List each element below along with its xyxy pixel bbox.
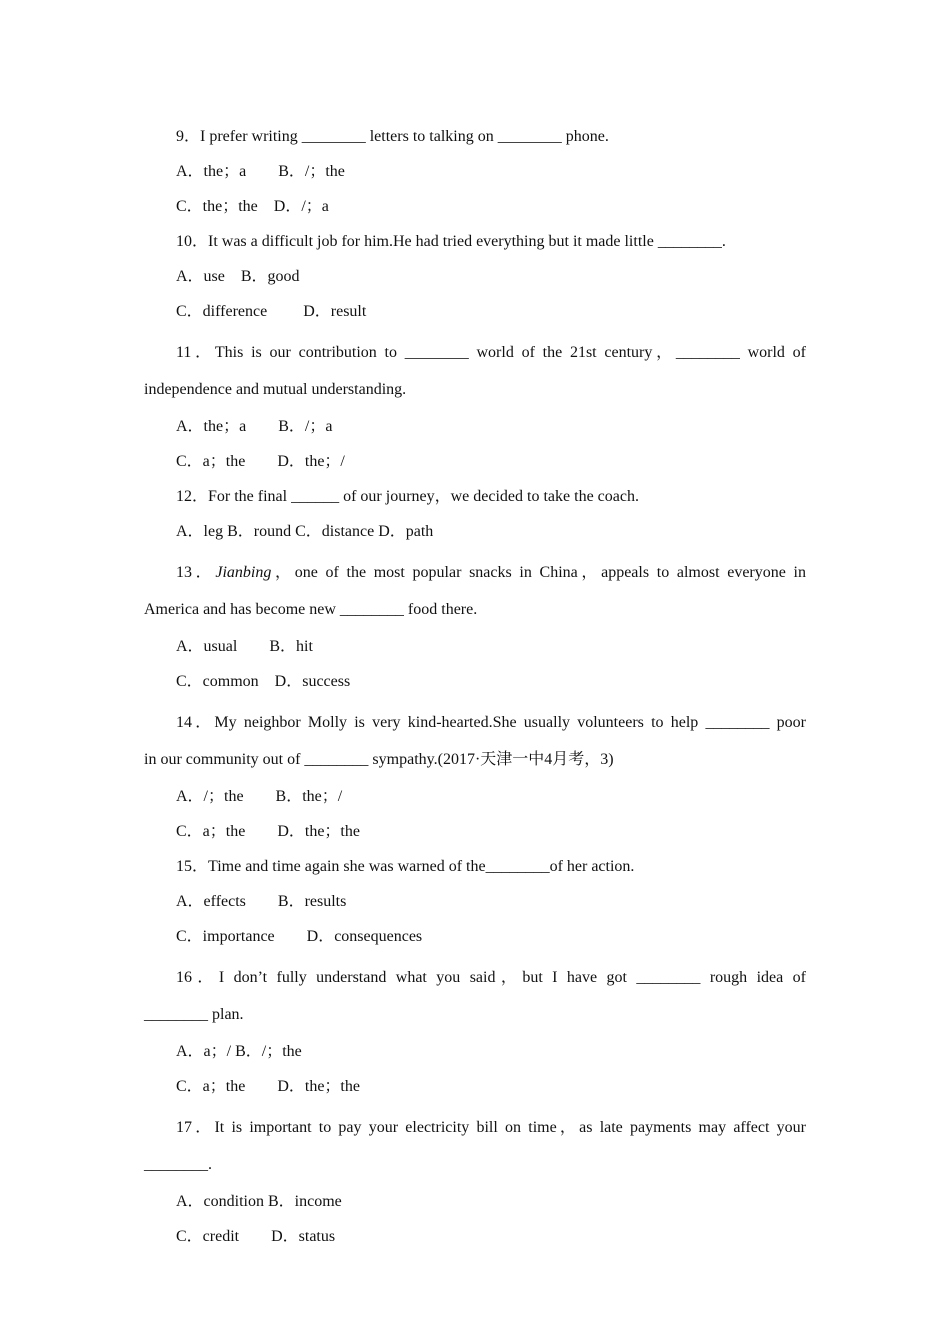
answer-options: A．effects B．results: [176, 893, 347, 910]
answer-options: C．common D．success: [176, 673, 351, 690]
answer-options: A．the；a B．/；a: [176, 418, 333, 435]
question-stem: [144, 959, 806, 1033]
question-stem: [144, 334, 806, 408]
question-stem: 12．For the final ______ of our journey，we decided to take the coach.: [176, 488, 639, 505]
question-stem-text: ，one of the most popular snacks in China，appeals to almost everyone in: [271, 564, 806, 581]
answer-options: A．the；a B．/；the: [176, 163, 345, 180]
question-stem: 10．It was a difficult job for him.He had tried everything but it made little ________.: [176, 233, 726, 250]
question-stem-line: [144, 554, 806, 591]
answer-options: A．condition B．income: [176, 1193, 342, 1210]
question-stem-line: 17．It is important to pay your electricity bill on time，as late payments may affect your: [176, 1119, 806, 1136]
question-number: 13．: [176, 564, 216, 581]
question-stem-line: 16．I don’t fully understand what you said，but I have got ________ rough idea of: [176, 969, 806, 986]
answer-options: C．difference D．result: [176, 303, 367, 320]
question-stem-line: ________ plan.: [144, 1006, 244, 1023]
question-stem-line: America and has become new ________ food there.: [144, 601, 478, 618]
question-stem: [144, 1109, 806, 1183]
question-stem-line: 11．This is our contribution to ________ world of the 21st century，________ world of: [176, 344, 806, 361]
question-stem-line: in our community out of ________ sympathy.(2017·天津一中4月考，3): [144, 751, 614, 768]
question-stem: [144, 704, 806, 778]
answer-options: A．usual B．hit: [176, 638, 313, 655]
question-list: [144, 124, 806, 1259]
question-stem: [144, 554, 806, 628]
answer-options: A．use B．good: [176, 268, 300, 285]
answer-options: C．a；the D．the；the: [176, 1078, 360, 1095]
answer-options: A．a；/ B．/；the: [176, 1043, 302, 1060]
question-stem-line: 14．My neighbor Molly is very kind-hearted.She usually volunteers to help ________ poor: [176, 714, 806, 731]
answer-options: C．credit D．status: [176, 1228, 336, 1245]
question-stem-line: independence and mutual understanding.: [144, 381, 407, 398]
question-stem: 9．I prefer writing ________ letters to talking on ________ phone.: [176, 128, 609, 145]
answer-options: C．a；the D．the；the: [176, 823, 360, 840]
answer-options: C．importance D．consequences: [176, 928, 423, 945]
italic-term: Jianbing: [215, 564, 272, 581]
question-stem: 15．Time and time again she was warned of the________of her action.: [176, 858, 635, 875]
answer-options: C．the；the D．/；a: [176, 198, 329, 215]
answer-options: A．/；the B．the；/: [176, 788, 343, 805]
answer-options: A．leg B．round C．distance D．path: [176, 523, 434, 540]
question-stem-line: ________.: [144, 1156, 212, 1173]
answer-options: C．a；the D．the；/: [176, 453, 345, 470]
